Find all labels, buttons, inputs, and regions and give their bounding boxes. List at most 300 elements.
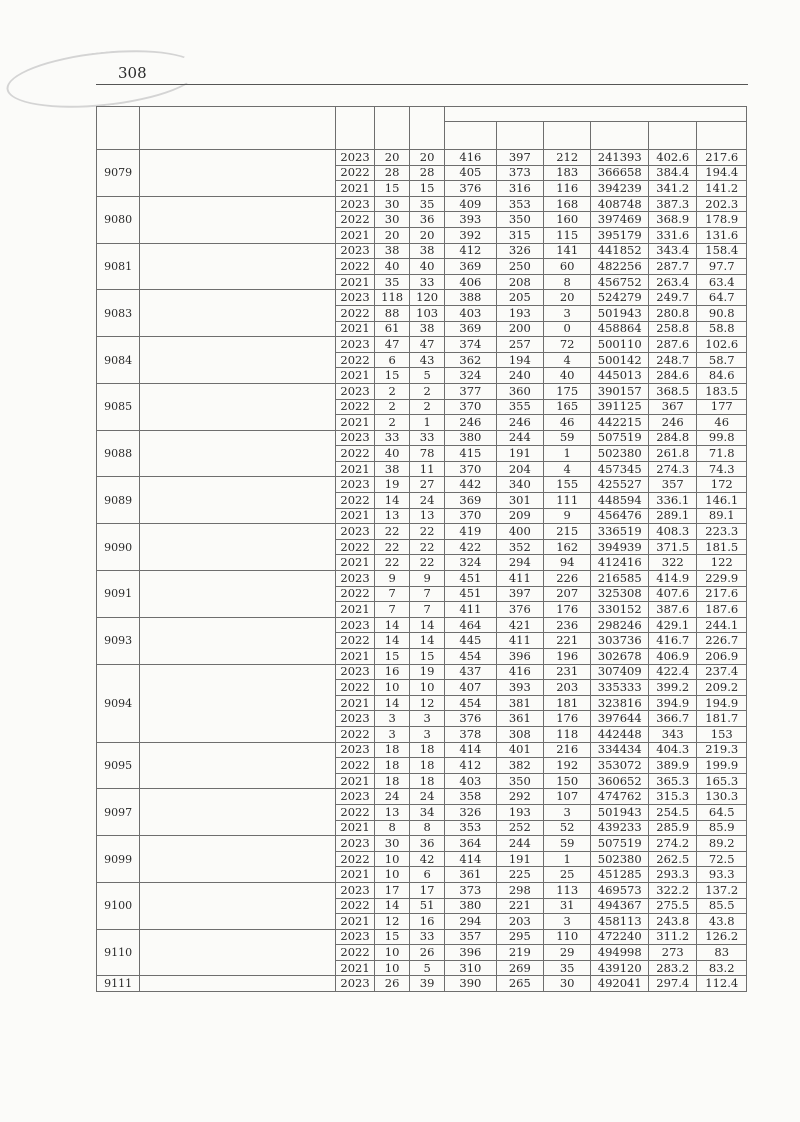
cell-plan: 22 <box>375 555 410 571</box>
table-row <box>97 789 747 805</box>
cell-diff: 3 <box>544 305 591 321</box>
cell-plan: 20 <box>375 227 410 243</box>
cell-year: 2022 <box>335 493 374 509</box>
cell-rank: 412416 <box>591 555 649 571</box>
cell-max: 370 <box>445 399 497 415</box>
cell-code: 9093 <box>97 617 140 664</box>
cell-year: 2021 <box>335 820 374 836</box>
cell-max: 362 <box>445 352 497 368</box>
cell-plan: 8 <box>375 820 410 836</box>
cell-enrolled: 17 <box>410 882 445 898</box>
cell-plan: 118 <box>375 290 410 306</box>
cell-avg: 331.6 <box>649 227 697 243</box>
cell-plan: 20 <box>375 150 410 166</box>
cell-school-name <box>140 383 336 430</box>
cell-avg-diff: 153 <box>697 726 747 742</box>
cell-avg: 261.8 <box>649 446 697 462</box>
cell-rank: 323816 <box>591 695 649 711</box>
cell-year: 2022 <box>335 680 374 696</box>
cell-rank: 397469 <box>591 212 649 228</box>
cell-plan: 14 <box>375 695 410 711</box>
cell-avg-diff: 244.1 <box>697 617 747 633</box>
cell-enrolled: 36 <box>410 836 445 852</box>
cell-year: 2023 <box>335 929 374 945</box>
cell-avg-diff: 85.9 <box>697 820 747 836</box>
cell-min: 376 <box>496 602 543 618</box>
cell-plan: 22 <box>375 524 410 540</box>
cell-min: 416 <box>496 664 543 680</box>
cell-enrolled: 34 <box>410 804 445 820</box>
cell-diff: 0 <box>544 321 591 337</box>
cell-year: 2022 <box>335 726 374 742</box>
cell-avg: 254.5 <box>649 804 697 820</box>
cell-diff: 107 <box>544 789 591 805</box>
table-row <box>97 477 747 493</box>
cell-avg-diff: 177 <box>697 399 747 415</box>
cell-enrolled: 14 <box>410 617 445 633</box>
cell-avg-diff: 64.7 <box>697 290 747 306</box>
cell-avg: 387.3 <box>649 196 697 212</box>
cell-min: 393 <box>496 680 543 696</box>
cell-enrolled: 2 <box>410 383 445 399</box>
cell-rank: 397644 <box>591 711 649 727</box>
cell-max: 380 <box>445 898 497 914</box>
cell-min: 361 <box>496 711 543 727</box>
cell-enrolled: 38 <box>410 321 445 337</box>
cell-enrolled: 11 <box>410 461 445 477</box>
cell-enrolled: 8 <box>410 820 445 836</box>
cell-avg: 394.9 <box>649 695 697 711</box>
cell-avg-diff: 71.8 <box>697 446 747 462</box>
cell-diff: 3 <box>544 914 591 930</box>
cell-year: 2023 <box>335 524 374 540</box>
cell-rank: 303736 <box>591 633 649 649</box>
cell-avg-diff: 74.3 <box>697 461 747 477</box>
cell-rank: 353072 <box>591 758 649 774</box>
cell-year: 2023 <box>335 383 374 399</box>
cell-avg: 284.8 <box>649 430 697 446</box>
cell-diff: 4 <box>544 352 591 368</box>
cell-max: 380 <box>445 430 497 446</box>
cell-avg-diff: 99.8 <box>697 430 747 446</box>
cell-max: 357 <box>445 929 497 945</box>
cell-min: 382 <box>496 758 543 774</box>
cell-avg: 429.1 <box>649 617 697 633</box>
cell-max: 326 <box>445 804 497 820</box>
cell-min: 292 <box>496 789 543 805</box>
cell-diff: 59 <box>544 430 591 446</box>
cell-avg-diff: 43.8 <box>697 914 747 930</box>
cell-school-name <box>140 882 336 929</box>
cell-enrolled: 24 <box>410 493 445 509</box>
cell-year: 2021 <box>335 960 374 976</box>
cell-rank: 500110 <box>591 337 649 353</box>
cell-avg-diff: 63.4 <box>697 274 747 290</box>
cell-avg-diff: 141.2 <box>697 181 747 197</box>
cell-min: 200 <box>496 321 543 337</box>
cell-rank: 474762 <box>591 789 649 805</box>
cell-avg-diff: 219.3 <box>697 742 747 758</box>
cell-enrolled: 9 <box>410 571 445 587</box>
table-row <box>97 196 747 212</box>
cell-year: 2021 <box>335 227 374 243</box>
cell-enrolled: 7 <box>410 602 445 618</box>
cell-year: 2022 <box>335 212 374 228</box>
cell-avg: 275.5 <box>649 898 697 914</box>
table-row <box>97 742 747 758</box>
cell-plan: 10 <box>375 851 410 867</box>
cell-rank: 445013 <box>591 368 649 384</box>
cell-avg-diff: 165.3 <box>697 773 747 789</box>
cell-plan: 13 <box>375 804 410 820</box>
cell-rank: 439120 <box>591 960 649 976</box>
cell-year: 2021 <box>335 695 374 711</box>
cell-year: 2023 <box>335 571 374 587</box>
cell-code: 9094 <box>97 664 140 742</box>
cell-avg: 387.6 <box>649 602 697 618</box>
cell-min: 316 <box>496 181 543 197</box>
cell-max: 369 <box>445 321 497 337</box>
cell-code: 9099 <box>97 836 140 883</box>
cell-school-name <box>140 243 336 290</box>
cell-max: 374 <box>445 337 497 353</box>
cell-avg: 365.3 <box>649 773 697 789</box>
cell-diff: 176 <box>544 602 591 618</box>
cell-rank: 507519 <box>591 430 649 446</box>
cell-max: 376 <box>445 181 497 197</box>
cell-rank: 502380 <box>591 851 649 867</box>
cell-rank: 391125 <box>591 399 649 415</box>
cell-rank: 472240 <box>591 929 649 945</box>
cell-avg: 287.7 <box>649 259 697 275</box>
cell-year: 2023 <box>335 882 374 898</box>
cell-diff: 203 <box>544 680 591 696</box>
cell-diff: 72 <box>544 337 591 353</box>
cell-min: 209 <box>496 508 543 524</box>
cell-avg-diff: 89.1 <box>697 508 747 524</box>
cell-enrolled: 13 <box>410 508 445 524</box>
cell-min: 352 <box>496 539 543 555</box>
cell-avg: 280.8 <box>649 305 697 321</box>
cell-min: 340 <box>496 477 543 493</box>
cell-max: 353 <box>445 820 497 836</box>
cell-plan: 47 <box>375 337 410 353</box>
cell-year: 2021 <box>335 555 374 571</box>
cell-avg-diff: 97.7 <box>697 259 747 275</box>
cell-rank: 439233 <box>591 820 649 836</box>
cell-min: 381 <box>496 695 543 711</box>
cell-plan: 7 <box>375 586 410 602</box>
cell-avg: 293.3 <box>649 867 697 883</box>
cell-plan: 3 <box>375 711 410 727</box>
cell-enrolled: 103 <box>410 305 445 321</box>
cell-avg-diff: 58.8 <box>697 321 747 337</box>
cell-min: 269 <box>496 960 543 976</box>
cell-avg-diff: 229.9 <box>697 571 747 587</box>
cell-enrolled: 33 <box>410 430 445 446</box>
cell-avg-diff: 83.2 <box>697 960 747 976</box>
cell-avg-diff: 131.6 <box>697 227 747 243</box>
cell-enrolled: 47 <box>410 337 445 353</box>
cell-avg: 368.9 <box>649 212 697 228</box>
cell-year: 2021 <box>335 274 374 290</box>
cell-avg-diff: 102.6 <box>697 337 747 353</box>
cell-enrolled: 7 <box>410 586 445 602</box>
cell-plan: 2 <box>375 383 410 399</box>
cell-min: 401 <box>496 742 543 758</box>
cell-rank: 325308 <box>591 586 649 602</box>
cell-school-name <box>140 789 336 836</box>
cell-min: 308 <box>496 726 543 742</box>
cell-plan: 33 <box>375 430 410 446</box>
cell-min: 191 <box>496 851 543 867</box>
cell-rank: 458113 <box>591 914 649 930</box>
cell-year: 2022 <box>335 446 374 462</box>
cell-plan: 14 <box>375 617 410 633</box>
cell-year: 2022 <box>335 804 374 820</box>
cell-min: 193 <box>496 804 543 820</box>
cell-plan: 88 <box>375 305 410 321</box>
cell-min: 350 <box>496 773 543 789</box>
cell-code: 9095 <box>97 742 140 789</box>
cell-max: 405 <box>445 165 497 181</box>
cell-max: 310 <box>445 960 497 976</box>
cell-max: 393 <box>445 212 497 228</box>
cell-enrolled: 38 <box>410 243 445 259</box>
cell-max: 406 <box>445 274 497 290</box>
cell-max: 377 <box>445 383 497 399</box>
cell-min: 301 <box>496 493 543 509</box>
cell-plan: 10 <box>375 680 410 696</box>
cell-min: 252 <box>496 820 543 836</box>
cell-plan: 19 <box>375 477 410 493</box>
cell-enrolled: 3 <box>410 726 445 742</box>
cell-max: 407 <box>445 680 497 696</box>
cell-max: 369 <box>445 493 497 509</box>
cell-diff: 8 <box>544 274 591 290</box>
cell-rank: 469573 <box>591 882 649 898</box>
cell-avg-diff: 187.6 <box>697 602 747 618</box>
col-header-rank <box>591 122 649 150</box>
cell-plan: 24 <box>375 789 410 805</box>
cell-avg: 248.7 <box>649 352 697 368</box>
table-row <box>97 882 747 898</box>
col-header-min <box>496 122 543 150</box>
cell-rank: 494998 <box>591 945 649 961</box>
cell-min: 208 <box>496 274 543 290</box>
cell-rank: 502380 <box>591 446 649 462</box>
cell-diff: 160 <box>544 212 591 228</box>
cell-avg: 285.9 <box>649 820 697 836</box>
cell-avg: 357 <box>649 477 697 493</box>
table-row <box>97 150 747 166</box>
cell-diff: 150 <box>544 773 591 789</box>
cell-year: 2021 <box>335 508 374 524</box>
cell-avg-diff: 183.5 <box>697 383 747 399</box>
cell-avg: 408.3 <box>649 524 697 540</box>
cell-avg-diff: 112.4 <box>697 976 747 992</box>
cell-rank: 336519 <box>591 524 649 540</box>
cell-rank: 366658 <box>591 165 649 181</box>
cell-enrolled: 20 <box>410 150 445 166</box>
cell-year: 2021 <box>335 773 374 789</box>
cell-avg: 246 <box>649 415 697 431</box>
cell-enrolled: 15 <box>410 649 445 665</box>
cell-school-name <box>140 836 336 883</box>
cell-max: 415 <box>445 446 497 462</box>
cell-enrolled: 36 <box>410 212 445 228</box>
cell-enrolled: 51 <box>410 898 445 914</box>
cell-year: 2022 <box>335 945 374 961</box>
cell-plan: 7 <box>375 602 410 618</box>
cell-enrolled: 35 <box>410 196 445 212</box>
cell-avg: 341.2 <box>649 181 697 197</box>
header-rule <box>96 84 748 85</box>
cell-avg-diff: 199.9 <box>697 758 747 774</box>
cell-rank: 442448 <box>591 726 649 742</box>
cell-diff: 46 <box>544 415 591 431</box>
cell-avg-diff: 181.5 <box>697 539 747 555</box>
cell-rank: 451285 <box>591 867 649 883</box>
cell-diff: 221 <box>544 633 591 649</box>
cell-plan: 15 <box>375 649 410 665</box>
cell-rank: 334434 <box>591 742 649 758</box>
cell-avg-diff: 83 <box>697 945 747 961</box>
cell-avg-diff: 172 <box>697 477 747 493</box>
cell-max: 373 <box>445 882 497 898</box>
cell-year: 2023 <box>335 477 374 493</box>
cell-school-name <box>140 477 336 524</box>
cell-code: 9079 <box>97 150 140 197</box>
cell-max: 412 <box>445 243 497 259</box>
cell-avg-diff: 226.7 <box>697 633 747 649</box>
cell-avg: 406.9 <box>649 649 697 665</box>
cell-year: 2022 <box>335 851 374 867</box>
cell-diff: 207 <box>544 586 591 602</box>
cell-avg: 322.2 <box>649 882 697 898</box>
cell-diff: 162 <box>544 539 591 555</box>
cell-avg: 414.9 <box>649 571 697 587</box>
cell-avg: 384.4 <box>649 165 697 181</box>
cell-min: 298 <box>496 882 543 898</box>
cell-max: 392 <box>445 227 497 243</box>
cell-code: 9090 <box>97 524 140 571</box>
cell-min: 350 <box>496 212 543 228</box>
cell-enrolled: 19 <box>410 664 445 680</box>
cell-diff: 212 <box>544 150 591 166</box>
cell-avg: 399.2 <box>649 680 697 696</box>
cell-min: 397 <box>496 586 543 602</box>
cell-plan: 15 <box>375 368 410 384</box>
cell-year: 2023 <box>335 617 374 633</box>
cell-max: 361 <box>445 867 497 883</box>
cell-enrolled: 24 <box>410 789 445 805</box>
cell-year: 2021 <box>335 461 374 477</box>
cell-min: 411 <box>496 633 543 649</box>
cell-plan: 3 <box>375 726 410 742</box>
cell-min: 244 <box>496 430 543 446</box>
cell-diff: 175 <box>544 383 591 399</box>
cell-min: 193 <box>496 305 543 321</box>
cell-max: 422 <box>445 539 497 555</box>
cell-avg-diff: 209.2 <box>697 680 747 696</box>
cell-school-name <box>140 664 336 742</box>
cell-avg-diff: 46 <box>697 415 747 431</box>
cell-diff: 30 <box>544 976 591 992</box>
cell-min: 225 <box>496 867 543 883</box>
cell-plan: 2 <box>375 415 410 431</box>
cell-rank: 456752 <box>591 274 649 290</box>
cell-rank: 494367 <box>591 898 649 914</box>
cell-diff: 1 <box>544 851 591 867</box>
col-header-avg <box>649 122 697 150</box>
cell-school-name <box>140 742 336 789</box>
cell-rank: 456476 <box>591 508 649 524</box>
cell-rank: 492041 <box>591 976 649 992</box>
cell-plan: 10 <box>375 945 410 961</box>
cell-min: 353 <box>496 196 543 212</box>
cell-avg-diff: 202.3 <box>697 196 747 212</box>
cell-diff: 176 <box>544 711 591 727</box>
cell-year: 2023 <box>335 150 374 166</box>
cell-min: 246 <box>496 415 543 431</box>
cell-min: 294 <box>496 555 543 571</box>
cell-max: 388 <box>445 290 497 306</box>
header-group-row <box>97 107 747 122</box>
page-number: 308 <box>118 64 147 82</box>
admission-stats-table <box>96 106 747 992</box>
cell-plan: 17 <box>375 882 410 898</box>
cell-diff: 20 <box>544 290 591 306</box>
cell-enrolled: 40 <box>410 259 445 275</box>
cell-enrolled: 22 <box>410 524 445 540</box>
cell-rank: 441852 <box>591 243 649 259</box>
cell-year: 2022 <box>335 165 374 181</box>
cell-plan: 38 <box>375 243 410 259</box>
table-row <box>97 929 747 945</box>
cell-enrolled: 78 <box>410 446 445 462</box>
cell-avg-diff: 217.6 <box>697 586 747 602</box>
cell-max: 411 <box>445 602 497 618</box>
cell-school-name <box>140 290 336 337</box>
cell-avg-diff: 137.2 <box>697 882 747 898</box>
cell-plan: 12 <box>375 914 410 930</box>
cell-code: 9089 <box>97 477 140 524</box>
col-header-diff <box>544 122 591 150</box>
cell-avg-diff: 158.4 <box>697 243 747 259</box>
cell-year: 2021 <box>335 649 374 665</box>
cell-max: 419 <box>445 524 497 540</box>
cell-avg: 289.1 <box>649 508 697 524</box>
cell-enrolled: 18 <box>410 773 445 789</box>
cell-enrolled: 120 <box>410 290 445 306</box>
cell-enrolled: 28 <box>410 165 445 181</box>
cell-plan: 22 <box>375 539 410 555</box>
cell-avg: 243.8 <box>649 914 697 930</box>
cell-rank: 302678 <box>591 649 649 665</box>
cell-max: 414 <box>445 851 497 867</box>
cell-plan: 26 <box>375 976 410 992</box>
cell-year: 2023 <box>335 337 374 353</box>
cell-plan: 30 <box>375 196 410 212</box>
cell-plan: 30 <box>375 212 410 228</box>
table-row <box>97 524 747 540</box>
cell-min: 400 <box>496 524 543 540</box>
col-header-enrolled <box>410 107 445 150</box>
cell-min: 396 <box>496 649 543 665</box>
cell-min: 191 <box>496 446 543 462</box>
cell-year: 2021 <box>335 181 374 197</box>
